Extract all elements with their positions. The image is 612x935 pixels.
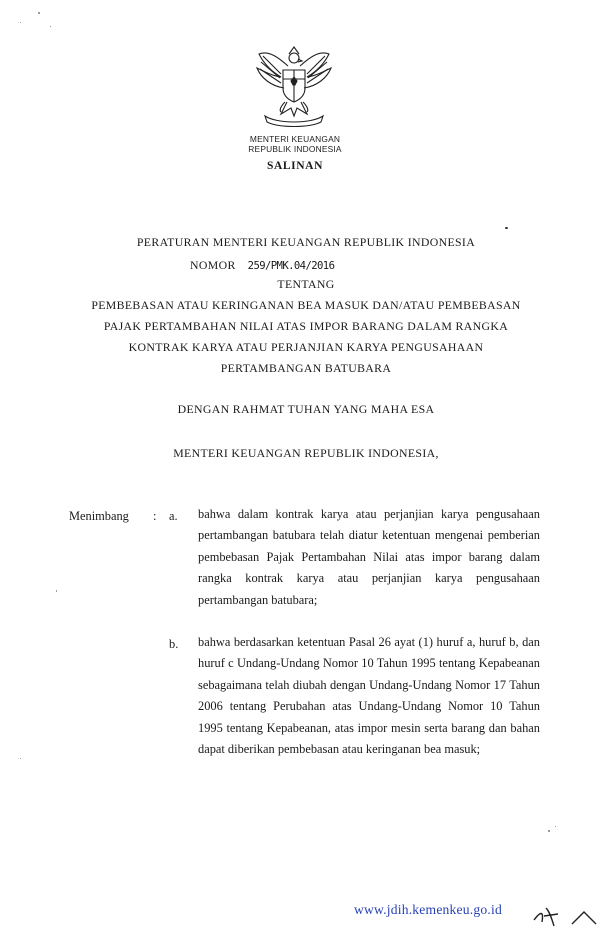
consideration-b: bahwa berdasarkan ketentuan Pasal 26 ayat (1) huruf a, huruf b, dan huruf c Undang-Undang Nomor 10 Tahun 1995 tentang Kepabeanan sebagaimana telah diubah dengan Undang-Undang Nomor 17 Tahun 2006 tentang Perubahan atas Undang-Undang Nomor 10 Tahun 1995 tentang Kepabeanan, atas impor mesin serta barang dan bahan dapat diberikan pembebasan atau keringanan bea masuk; [198, 635, 540, 757]
footer-url: www.jdih.kemenkeu.go.id [354, 902, 502, 917]
scan-speck [548, 830, 550, 832]
scan-speck [56, 590, 57, 592]
scan-speck [555, 826, 556, 827]
item-marker-a: a. [169, 509, 178, 523]
consideration-a: bahwa dalam kontrak karya atau perjanjian karya pengusahaan pertambangan batubara telah diatur ketentuan mengenai pemberian pembebasan Pajak Pertambahan Nilai atas impor barang dalam rangka kontrak karya atau perjanjian karya pengusahaan pertambangan batubara; [198, 507, 540, 607]
garuda-emblem-icon [251, 44, 337, 128]
scan-speck [20, 758, 21, 759]
scan-speck [20, 22, 21, 23]
handwritten-initial-icon [532, 898, 598, 930]
issuer: MENTERI KEUANGAN REPUBLIK INDONESIA, [173, 446, 439, 460]
regulation-number [190, 258, 334, 273]
institution-line-2: REPUBLIK INDONESIA [248, 144, 342, 154]
regulation-title: PERATURAN MENTERI KEUANGAN REPUBLIK INDONESIA [136, 235, 476, 249]
scan-speck [50, 26, 51, 27]
subject-line: KONTRAK KARYA ATAU PERJANJIAN KARYA PENGUSAHAAN [128, 340, 484, 354]
nomor-label: NOMOR [190, 258, 236, 272]
menimbang-label: Menimbang [69, 509, 129, 523]
invocation: DENGAN RAHMAT TUHAN YANG MAHA ESA [177, 402, 435, 416]
scan-speck [505, 227, 508, 229]
institution-line-1: MENTERI KEUANGAN [249, 134, 341, 144]
subject-line: PERTAMBANGAN BATUBARA [220, 361, 392, 375]
salinan-stamp: SALINAN [267, 160, 323, 172]
item-marker-b: b. [169, 637, 179, 651]
tentang-heading: TENTANG [277, 277, 335, 291]
scan-speck [38, 12, 40, 14]
menimbang-colon: : [153, 509, 157, 523]
subject-line: PAJAK PERTAMBAHAN NILAI ATAS IMPOR BARANG DALAM RANGKA [103, 319, 509, 333]
subject-line: PEMBEBASAN ATAU KERINGANAN BEA MASUK DAN/ATAU PEMBEBASAN [91, 298, 521, 312]
nomor-value: 259/PMK.04/2016 [247, 260, 335, 272]
